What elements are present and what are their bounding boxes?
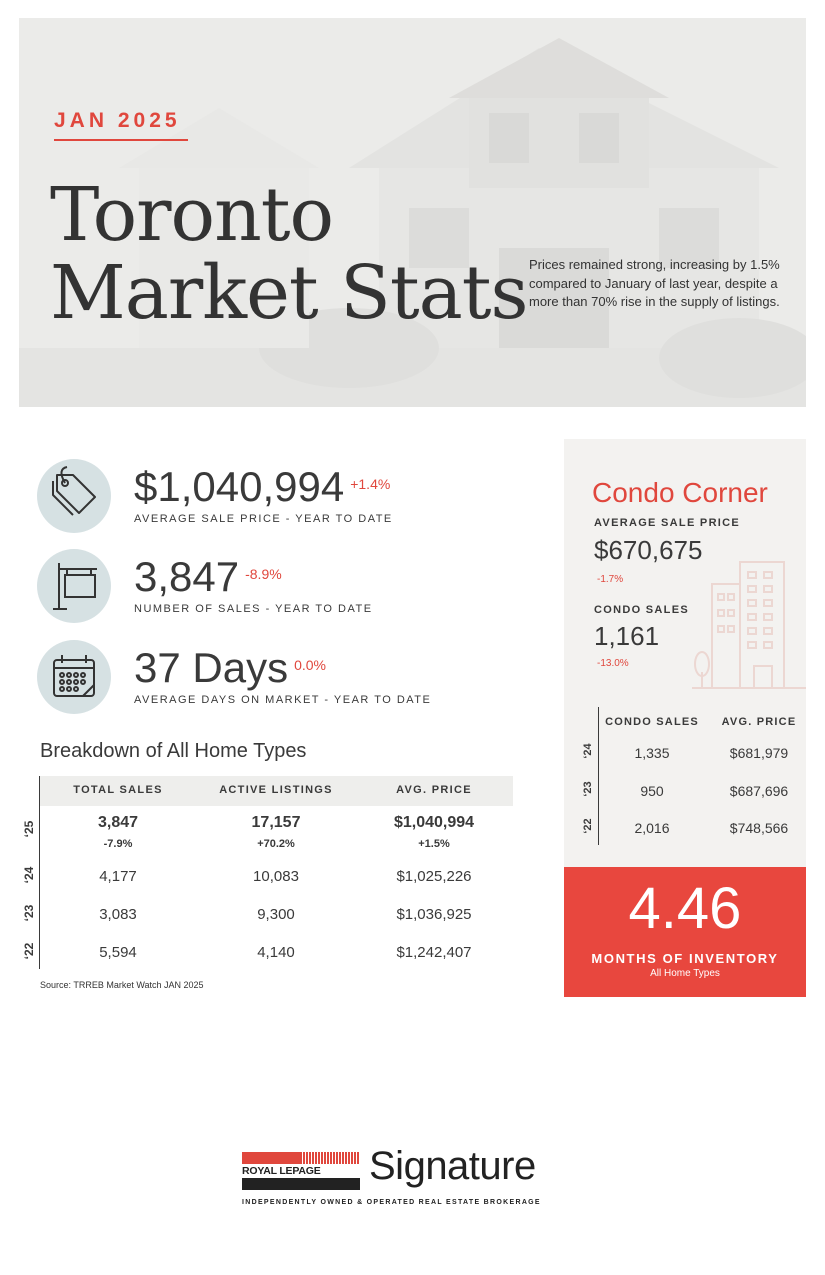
condo-avg-price-change: -1.7% xyxy=(597,574,624,585)
year-label: ‘22 xyxy=(22,942,36,960)
calendar-icon xyxy=(37,640,111,714)
year-label: ‘23 xyxy=(22,904,36,922)
condo-table-divider xyxy=(598,707,599,845)
sale-sign-icon xyxy=(37,549,111,623)
page-title xyxy=(50,172,528,336)
royal-lepage-mark xyxy=(242,1152,360,1190)
table-cell: $1,025,226 xyxy=(396,868,472,885)
header-avg-price: AVG. PRICE xyxy=(396,784,472,796)
date-underline xyxy=(54,139,188,141)
breakdown-title: Breakdown of All Home Types xyxy=(40,740,307,762)
report-date: JAN 2025 xyxy=(54,109,181,132)
condo-avg-price-label: AVERAGE SALE PRICE xyxy=(594,517,741,529)
stat-change: 0.0% xyxy=(294,657,326,673)
table-cell: $1,036,925 xyxy=(396,906,472,923)
stat-days-on-market xyxy=(37,640,517,714)
table-change: +1.5% xyxy=(418,838,450,850)
table-cell: 5,594 xyxy=(99,944,137,961)
source-note: Source: TRREB Market Watch JAN 2025 xyxy=(40,980,204,990)
stat-value: 3,847 $^{-8.9\%}$ xyxy=(134,553,282,600)
table-cell: 9,300 xyxy=(257,906,295,923)
year-label: ‘24 xyxy=(582,743,594,759)
brokerage-name: Signature xyxy=(369,1144,536,1188)
table-cell: 3,083 xyxy=(99,906,137,923)
brand-name: ROYAL LEPAGE xyxy=(242,1165,321,1177)
table-change: +70.2% xyxy=(257,838,295,850)
year-label: ‘25 xyxy=(22,820,36,838)
table-cell: $681,979 xyxy=(729,745,789,761)
stat-average-sale-price xyxy=(37,459,517,533)
table-cell: $748,566 xyxy=(729,820,789,836)
condo-header-price: AVG. PRICE xyxy=(721,716,797,728)
table-cell: 4,140 xyxy=(257,944,295,961)
stat-value: 37 Days $^{0.0\%}$ xyxy=(134,644,326,691)
header-active-listings: ACTIVE LISTINGS xyxy=(219,784,333,796)
condo-header-sales: CONDO SALES xyxy=(605,716,699,728)
brokerage-logo xyxy=(242,1144,582,1210)
table-cell: 17,157 xyxy=(251,814,301,831)
year-label: ‘24 xyxy=(22,866,36,884)
title-line-1: Toronto xyxy=(50,172,334,258)
inventory-label: MONTHS OF INVENTORY xyxy=(591,951,779,966)
stat-change: +1.4% xyxy=(350,476,391,492)
table-cell: $1,242,407 xyxy=(396,944,472,961)
table-cell: 1,335 xyxy=(634,745,670,761)
condo-corner-title: Condo Corner xyxy=(592,477,768,508)
stat-label: AVERAGE DAYS ON MARKET - YEAR TO DATE xyxy=(134,694,432,706)
header-total-sales: TOTAL SALES xyxy=(73,784,163,796)
stat-change: -8.9% xyxy=(245,566,282,582)
condo-sales-label: CONDO SALES xyxy=(594,604,689,616)
table-change: -7.9% xyxy=(103,838,133,850)
brokerage-tagline: INDEPENDENTLY OWNED & OPERATED REAL ESTATE BROKERAGE xyxy=(242,1199,541,1206)
condo-sales-change: -13.0% xyxy=(597,658,629,669)
stat-label: AVERAGE SALE PRICE - YEAR TO DATE xyxy=(134,513,393,525)
price-tag-icon xyxy=(37,459,111,533)
market-summary: Prices remained strong, increasing by 1.5% compared to January of last year, despite a more than 70% rise in the supply of listings. xyxy=(529,257,780,309)
months-of-inventory-box xyxy=(564,867,806,997)
inventory-subtitle: All Home Types xyxy=(650,968,720,979)
table-cell: 2,016 xyxy=(634,820,670,836)
table-cell: 3,847 xyxy=(97,814,139,831)
stat-number-of-sales xyxy=(37,549,517,623)
stat-label: NUMBER OF SALES - YEAR TO DATE xyxy=(134,603,373,615)
table-cell: 950 xyxy=(640,783,664,799)
breakdown-divider xyxy=(39,776,40,969)
stat-value: $1,040,994 $^{+1.4\%}$ xyxy=(134,463,391,510)
condo-avg-price-value: $670,675 xyxy=(594,535,703,565)
buildings-illustration xyxy=(692,554,806,694)
title-line-2: Market Stats xyxy=(50,250,528,336)
table-cell: 10,083 xyxy=(253,868,299,885)
condo-corner-panel xyxy=(564,439,806,867)
table-cell: $687,696 xyxy=(729,783,789,799)
table-cell: 4,177 xyxy=(99,868,137,885)
year-label: ‘22 xyxy=(582,818,594,834)
table-cell: $1,040,994 xyxy=(393,814,475,831)
breakdown-header-row xyxy=(40,776,513,806)
hero-banner xyxy=(19,18,806,407)
inventory-value: 4.46 xyxy=(628,876,742,941)
condo-sales-value: 1,161 xyxy=(594,621,660,651)
year-label: ‘23 xyxy=(582,781,594,797)
